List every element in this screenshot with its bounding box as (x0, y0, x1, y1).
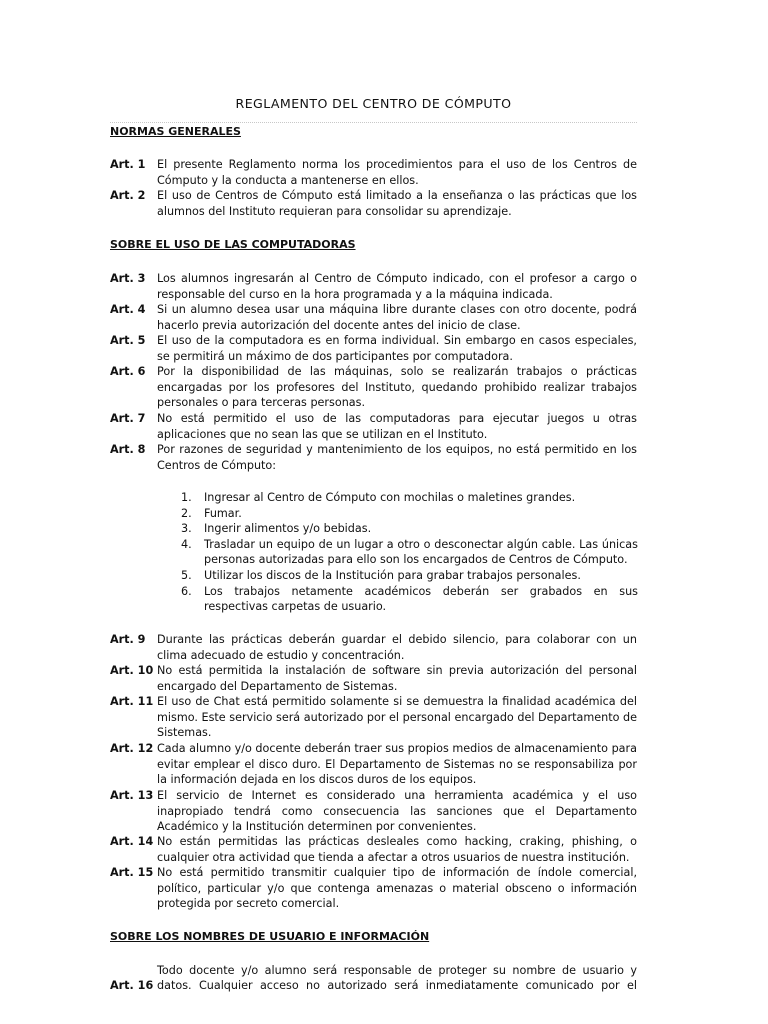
list-item (168, 521, 638, 537)
article-text: Durante las prácticas deberán guardar el debido silencio, para colaborar con un clima adecuado de estudio y concentración. (157, 633, 637, 662)
article-text: Por la disponibilidad de las máquinas, solo se realizarán trabajos o prácticas encargadas por los profesores del Instituto, quedando prohibido realizar trabajos personales o para terceras personas. (157, 365, 637, 410)
list-number: 5. (181, 568, 192, 582)
article-text: El presente Reglamento norma los procedimientos para el uso de los Centros de Cómputo y la conducta a mantenerse en ellos. (157, 158, 637, 187)
article-number: Art. 12 (110, 742, 154, 755)
article-16-line-1: Todo docente y/o alumno será responsable de proteger su nombre de usuario y (157, 964, 637, 977)
list-item-text: Ingerir alimentos y/o bebidas. (204, 522, 372, 536)
article-number: Art. 3 (110, 272, 146, 285)
article-4 (110, 302, 637, 333)
section-heading-uso: SOBRE EL USO DE LAS COMPUTADORAS (110, 238, 356, 251)
list-item-text: Utilizar los discos de la Institución para grabar trabajos personales. (204, 568, 581, 582)
article-1 (110, 157, 637, 188)
list-item (168, 568, 638, 584)
article-2 (110, 188, 637, 219)
article-text: El uso de Centros de Cómputo está limitado a la enseñanza o las prácticas que los alumnos del Instituto requieran para consolidar su aprendizaje. (157, 189, 637, 218)
article-number: Art. 7 (110, 412, 146, 425)
article-8 (110, 442, 637, 473)
article-16-line-2: datos. Cualquier acceso no autorizado será inmediatamente comunicado por el (157, 979, 637, 992)
list-item-text: Los trabajos netamente académicos deberán ser grabados en sus respectivas carpetas de usuario. (204, 584, 638, 614)
list-number: 1. (181, 491, 192, 504)
article-3 (110, 271, 637, 302)
title-divider (110, 122, 637, 123)
article-5 (110, 333, 637, 364)
article-number: Art. 1 (110, 158, 146, 171)
article-number: Art. 15 (110, 866, 154, 879)
list-item (168, 490, 638, 506)
article-number: Art. 10 (110, 664, 154, 677)
list-number: 3. (181, 522, 192, 536)
article-number: Art. 6 (110, 365, 146, 378)
list-item-text: Trasladar un equipo de un lugar a otro o desconectar algún cable. Las únicas personas autorizadas para ello son los encargados de Centros de Cómputo. (204, 537, 638, 567)
article-6 (110, 364, 637, 411)
article-9 (110, 632, 637, 663)
list-item-text: Ingresar al Centro de Cómputo con mochilas o maletines grandes. (204, 491, 576, 504)
article-number: Art. 5 (110, 334, 146, 347)
list-item (168, 537, 638, 568)
article-11 (110, 694, 637, 741)
list-number: 6. (181, 584, 192, 598)
article-text: Si un alumno desea usar una máquina libre durante clases con otro docente, podrá hacerlo previa autorización del docente antes del inicio de clase. (157, 303, 637, 332)
article-13 (110, 788, 637, 835)
article-number: Art. 2 (110, 189, 146, 202)
article-number: Art. 9 (110, 633, 146, 646)
list-item (168, 506, 638, 522)
article-number: Art. 4 (110, 303, 146, 316)
article-text: El servicio de Internet es considerado una herramienta académica y el uso inapropiado tendrá como consecuencia las sanciones que el Departamento Académico y la Institución determinen por convenientes. (157, 789, 637, 834)
article-text: Los alumnos ingresarán al Centro de Cómputo indicado, con el profesor a cargo o responsable del curso en la hora programada y a la máquina indicada. (157, 272, 637, 301)
article-8-list (168, 490, 638, 615)
article-12 (110, 741, 637, 788)
article-text: Cada alumno y/o docente deberán traer sus propios medios de almacenamiento para evitar emplear el disco duro. El Departamento de Sistemas no se responsabiliza por la información dejada en los discos duros de los equipos. (157, 742, 637, 787)
article-number: Art. 16 (110, 979, 154, 992)
article-text: No está permitido transmitir cualquier tipo de información de índole comercial, político, particular y/o que contenga amenazas o material obsceno o información protegida por secreto comercial. (157, 866, 637, 911)
list-number: 4. (181, 537, 192, 551)
article-7 (110, 411, 637, 442)
article-number: Art. 13 (110, 789, 154, 802)
article-text: No está permitida la instalación de software sin previa autorización del personal encargado del Departamento de Sistemas. (157, 664, 637, 693)
section-heading-nombres: SOBRE LOS NOMBRES DE USUARIO E INFORMACIÓN (110, 930, 430, 943)
list-number: 2. (181, 506, 192, 520)
section-heading-normas: NORMAS GENERALES (110, 125, 241, 138)
article-text: No están permitidas las prácticas desleales como hacking, craking, phishing, o cualquier otra actividad que tienda a afectar a otros usuarios de nuestra institución. (157, 835, 637, 864)
list-item-text: Fumar. (204, 506, 242, 520)
article-number: Art. 11 (110, 695, 154, 708)
article-number: Art. 8 (110, 443, 146, 456)
article-10 (110, 663, 637, 694)
article-15 (110, 865, 637, 912)
article-number: Art. 14 (110, 835, 154, 848)
article-text: El uso de la computadora es en forma individual. Sin embargo en casos especiales, se permitirá un máximo de dos participantes por computadora. (157, 334, 637, 363)
article-14 (110, 834, 637, 865)
article-text: El uso de Chat está permitido solamente si se demuestra la finalidad académica del mismo. Este servicio será autorizado por el personal encargado del Departamento de Sistemas. (157, 695, 637, 740)
list-item (168, 584, 638, 615)
article-text: Por razones de seguridad y mantenimiento de los equipos, no está permitido en los Centros de Cómputo: (157, 443, 637, 472)
document-title: REGLAMENTO DEL CENTRO DE CÓMPUTO (235, 96, 512, 111)
article-text: No está permitido el uso de las computadoras para ejecutar juegos u otras aplicaciones que no sean las que se utilizan en el Instituto. (157, 412, 637, 441)
